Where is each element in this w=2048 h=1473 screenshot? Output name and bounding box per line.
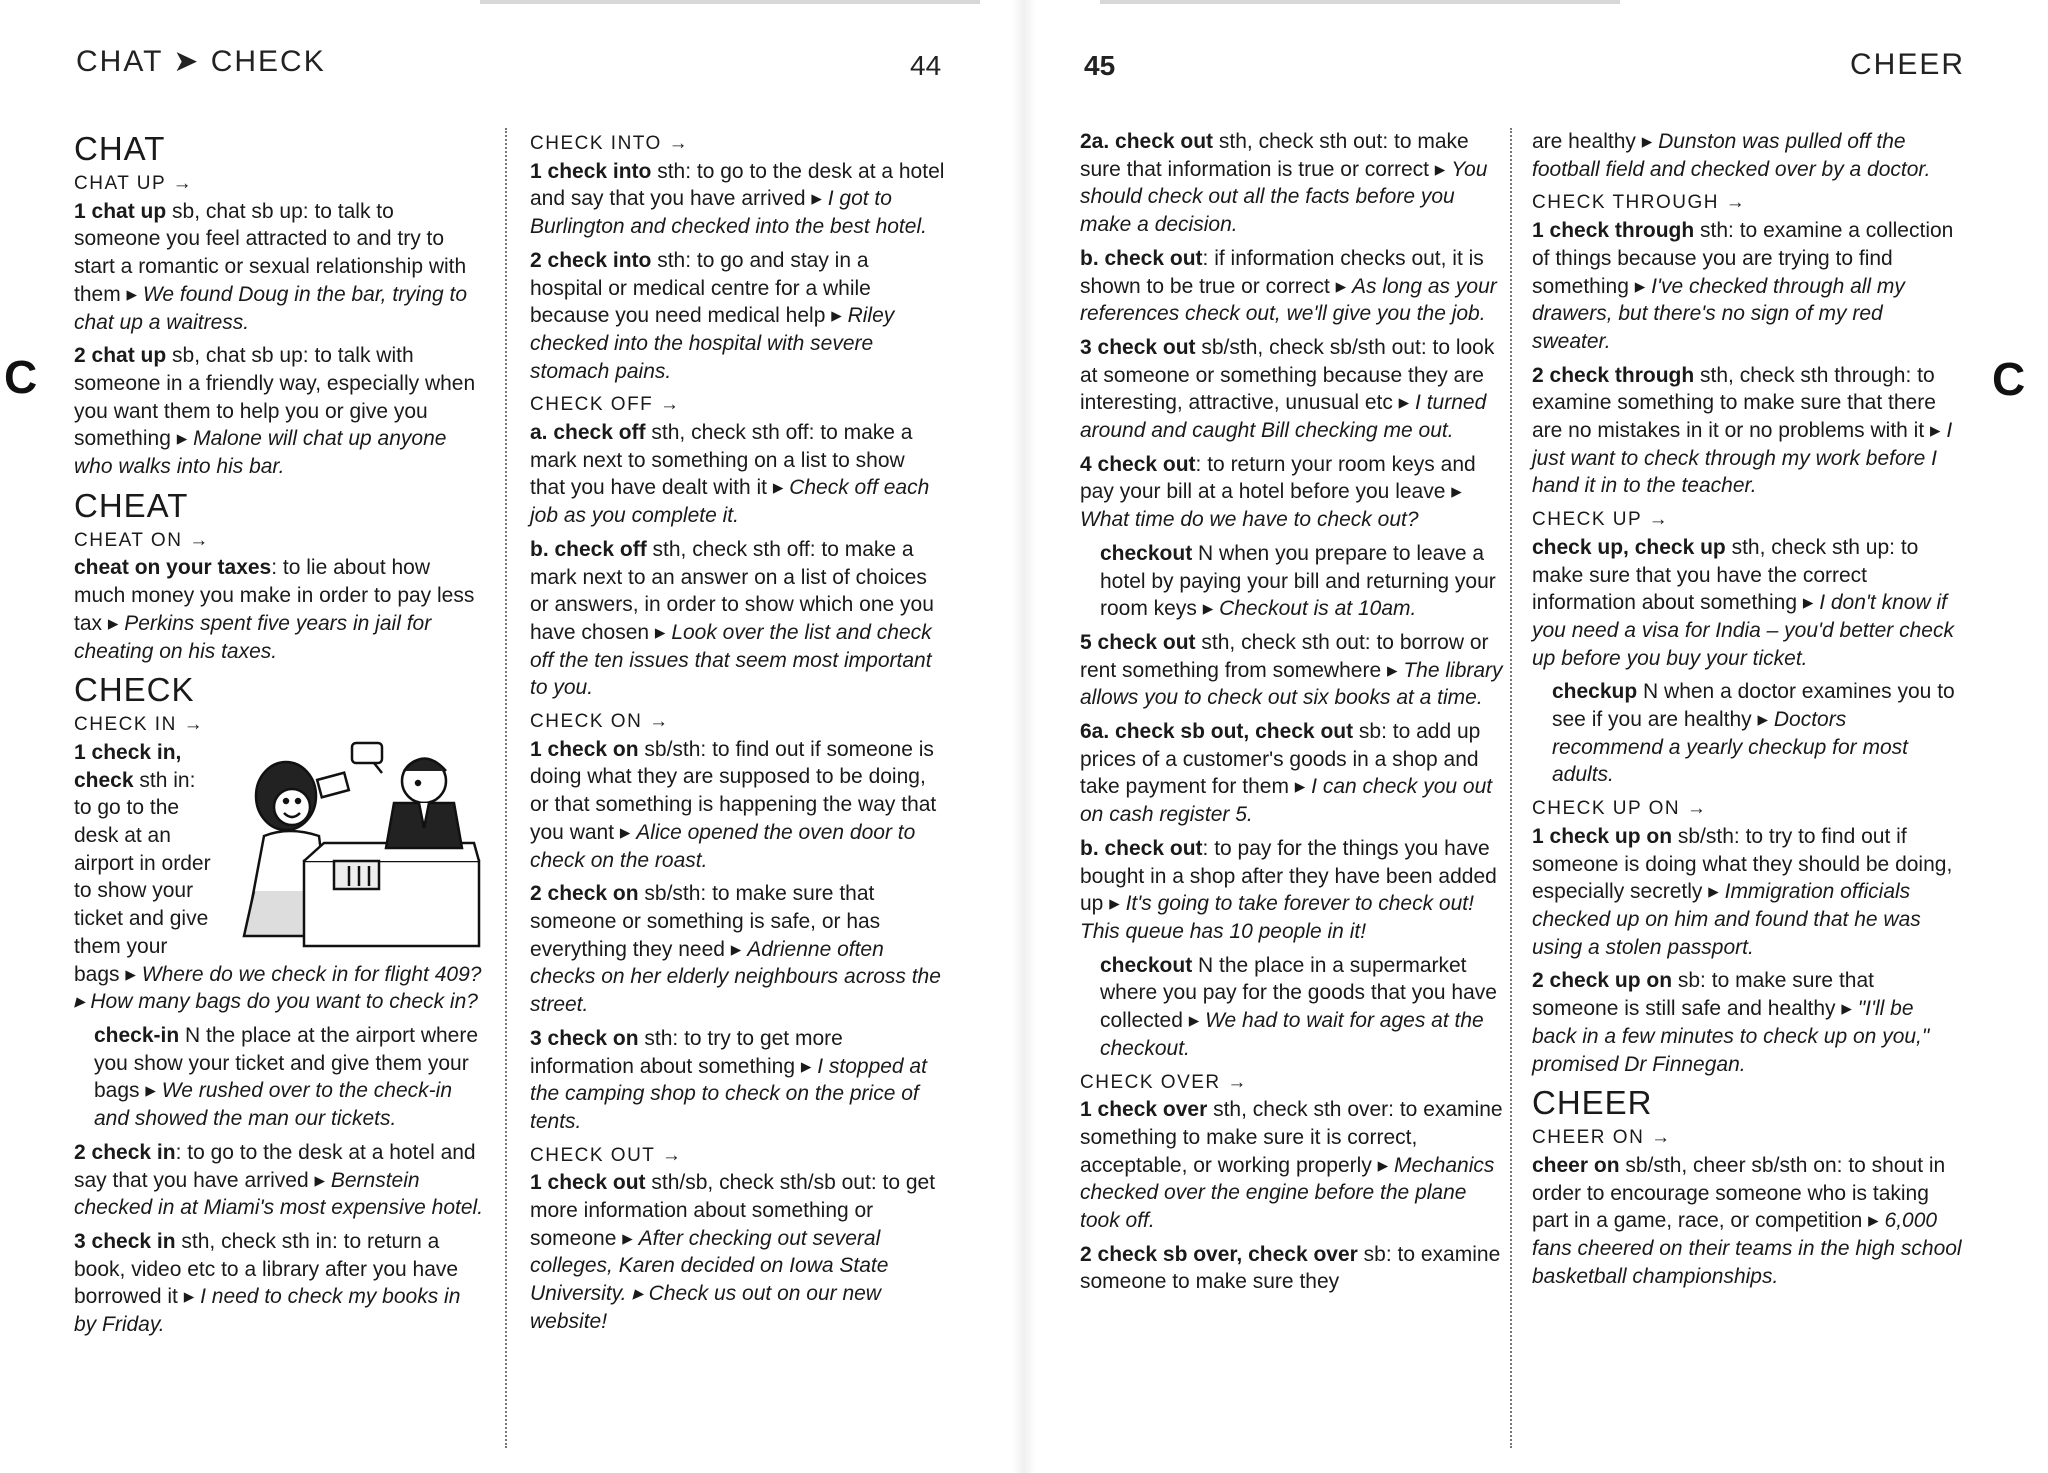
example-sentence: I stopped at the camping shop to check on the price of tents. bbox=[530, 1054, 927, 1133]
example-sentence: What time do we have to check out? bbox=[1080, 508, 1419, 532]
definition-text: : to go to the desk at a hotel and say that you have arrived ▸ bbox=[74, 1140, 476, 1192]
right-column-2 bbox=[1532, 128, 1962, 1296]
sense-lead: 2 check in bbox=[74, 1140, 176, 1164]
left-column-2 bbox=[530, 128, 945, 1342]
example-sentence: Where do we check in for flight 409? ▸ How many bags do you want to check in? bbox=[74, 962, 482, 1014]
phrasal-verb-heading: CHEER ON → bbox=[1532, 1127, 1672, 1149]
example-sentence: We rushed over to the check-in and showed the man our tickets. bbox=[94, 1079, 453, 1131]
example-sentence: I don't know if you need a visa for India – you'd better check up before you buy your ticket. bbox=[1532, 591, 1954, 670]
entry-headword: CHEER bbox=[1532, 1084, 1653, 1122]
check-in-desk-cartoon-icon bbox=[244, 743, 479, 946]
sense-entry bbox=[1080, 835, 1510, 946]
definition-text: sth, check sth up: to make sure that you have the correct information about something ▸ bbox=[1532, 535, 1919, 615]
definition-text: sth, check sth in: to return a book, video etc to a library after you have borrowed it ▸ bbox=[74, 1229, 459, 1309]
derived-noun-entry bbox=[1532, 678, 1962, 789]
sense-lead: 1 check out bbox=[530, 1171, 646, 1195]
sense-entry bbox=[1080, 1096, 1510, 1235]
sense-lead: 1 check in, bbox=[74, 740, 182, 764]
sense-entry bbox=[74, 739, 484, 1016]
definition-text: sth: to go to the desk at a hotel and say that you have arrived ▸ bbox=[530, 159, 945, 211]
example-sentence: Alice opened the oven door to check on the roast. bbox=[530, 820, 916, 872]
sense-entry bbox=[1532, 128, 1962, 183]
example-sentence: Dunston was pulled off the football field and checked over by a doctor. bbox=[1532, 130, 1931, 181]
thumb-index-tab: C bbox=[1992, 353, 2026, 405]
definition-text: : to pay for the things you have bought in a shop after they have been added up ▸ bbox=[1080, 836, 1497, 916]
sense-entry bbox=[1080, 718, 1510, 829]
sense-entry bbox=[530, 419, 945, 530]
phrasal-verb-heading: CHECK UP ON → bbox=[1532, 798, 1708, 820]
definition-text: sb/sth, check sb/sth out: to look at someone or something because they are interesting, attractive, unusual etc ▸ bbox=[1080, 335, 1495, 415]
definition-text: sb/sth: to find out if someone is doing what they are supposed to be doing, or that something is happening the way that you want ▸ bbox=[530, 737, 937, 844]
derived-noun-entry bbox=[74, 1022, 484, 1133]
derived-noun-entry bbox=[1080, 952, 1510, 1063]
sense-entry bbox=[74, 554, 484, 665]
sense-entry bbox=[74, 342, 484, 481]
example-sentence: You should check out all the facts before you make a decision. bbox=[1080, 157, 1488, 237]
definition-text: sth, check sth off: to make a mark next to something on a list to show that you have dealt with it ▸ bbox=[530, 421, 913, 500]
example-sentence: Bernstein checked in at Miami's most expensive hotel. bbox=[74, 1168, 484, 1220]
entry-headword: CHEAT bbox=[74, 486, 189, 524]
entry-headword: CHECK bbox=[74, 671, 195, 709]
example-sentence: Adrienne often checks on her elderly neighbours across the street. bbox=[530, 937, 941, 1017]
sense-lead: 2 chat up bbox=[74, 344, 167, 368]
sense-lead: 3 check out bbox=[1080, 335, 1196, 359]
page-number: 45 bbox=[1084, 50, 1116, 81]
definition-text: sth: to go and stay in a hospital or medical centre for a while because you need medical help ▸ bbox=[530, 248, 871, 328]
example-sentence: "I'll be back in a few minutes to check up on you," promised Dr Finnegan. bbox=[1532, 997, 1930, 1076]
sense-lead: 1 check over bbox=[1080, 1098, 1208, 1122]
sense-lead: 1 check up on bbox=[1532, 824, 1673, 848]
example-sentence: After checking out several colleges, Karen decided on Iowa State University. ▸ Check us out on our new website! bbox=[530, 1226, 889, 1333]
definition-text: sb: to make sure that someone is still safe and healthy ▸ bbox=[1532, 969, 1874, 1021]
example-sentence: Malone will chat up anyone who walks into his bar. bbox=[74, 427, 447, 479]
example-sentence: I can check you out on cash register 5. bbox=[1080, 775, 1493, 827]
sense-lead: 2 check up on bbox=[1532, 969, 1673, 993]
column-rule bbox=[1510, 128, 1512, 1448]
phrasal-verb-heading: CHEAT ON → bbox=[74, 529, 210, 551]
sense-lead: 2 check into bbox=[530, 248, 652, 272]
sense-lead: 5 check out bbox=[1080, 630, 1196, 654]
example-sentence: Perkins spent five years in jail for cheating on his taxes. bbox=[74, 611, 432, 663]
definition-text: sth, check sth through: to examine something to make sure that there are no mistakes in it or no problems with it ▸ bbox=[1532, 363, 1947, 443]
definition-text: are healthy ▸ bbox=[1532, 130, 1659, 153]
sense-entry bbox=[1080, 128, 1510, 239]
sense-lead: 1 check through bbox=[1532, 219, 1695, 243]
definition-text: sth: to try to get more information about something ▸ bbox=[530, 1026, 843, 1078]
definition-text: N when a doctor examines you to see if you are healthy ▸ bbox=[1552, 680, 1955, 732]
example-sentence: The library allows you to check out six books at a time. bbox=[1080, 658, 1503, 710]
sense-lead: check up, check up bbox=[1532, 535, 1726, 559]
definition-text: sb, chat sb up: to talk to someone you feel attracted to and try to start a romantic or sexual relationship with them ▸ bbox=[74, 199, 467, 306]
example-sentence: We had to wait for ages at the checkout. bbox=[1100, 1009, 1484, 1060]
example-sentence: I need to check my books in by Friday. bbox=[74, 1285, 461, 1337]
definition-text: sb/sth: to try to find out if someone is doing what they should be doing, especially secretly ▸ bbox=[1532, 824, 1953, 904]
sense-entry bbox=[74, 198, 484, 337]
phrasal-verb-heading: CHECK OVER → bbox=[1080, 1071, 1248, 1093]
definition-text: sth in: to go to the desk at an airport in order to show your ticket and give them your bags ▸ bbox=[74, 768, 211, 986]
definition-text: N when you prepare to leave a hotel by paying your bill and returning your room keys ▸ bbox=[1100, 541, 1496, 621]
sense-entry bbox=[530, 736, 945, 875]
definition-text: sb, chat sb up: to talk with someone in a friendly way, especially when you want them to help you or give you something ▸ bbox=[74, 344, 476, 451]
example-sentence: Mechanics checked over the engine before the plane took off. bbox=[1080, 1153, 1495, 1233]
sense-entry bbox=[1532, 534, 1962, 673]
example-sentence: I just want to check through my work before I hand it in to the teacher. bbox=[1532, 419, 1953, 498]
sense-lead: 2 check on bbox=[530, 882, 639, 906]
sense-lead: 3 check on bbox=[530, 1026, 639, 1050]
phrasal-verb-heading: CHECK THROUGH → bbox=[1532, 192, 1747, 214]
sense-lead: a. check off bbox=[530, 421, 646, 445]
phrasal-verb-heading: CHAT UP → bbox=[74, 173, 194, 194]
sense-entry bbox=[74, 1228, 484, 1339]
sense-entry bbox=[1080, 245, 1510, 328]
right-column-1 bbox=[1080, 128, 1510, 1302]
example-sentence: Check off each job as you complete it. bbox=[530, 476, 930, 528]
thumb-index-tab: C bbox=[4, 351, 38, 403]
page-number: 44 bbox=[910, 50, 942, 81]
sense-entry bbox=[1080, 629, 1510, 712]
left-column-1 bbox=[74, 128, 484, 1345]
example-sentence: It's going to take forever to check out! This queue has 10 people in it! bbox=[1080, 892, 1474, 943]
definition-text: sth, check sth off: to make a mark next to an answer on a list of choices or answers, in order to show which one you have chosen ▸ bbox=[530, 537, 934, 644]
definition-text: sb/sth: to make sure that someone or something is safe, or has everything they need ▸ bbox=[530, 882, 881, 961]
sense-entry bbox=[1532, 217, 1962, 356]
phrasal-verb-heading: CHECK UP → bbox=[1532, 509, 1670, 531]
sense-entry bbox=[530, 158, 945, 241]
phrasal-verb-heading: CHECK ON → bbox=[530, 711, 670, 733]
example-sentence: We found Doug in the bar, trying to chat up a waitress. bbox=[74, 282, 468, 334]
definition-text: sb: to examine someone to make sure they bbox=[1080, 1242, 1501, 1294]
phrasal-verb-heading: CHECK OUT → bbox=[530, 1144, 683, 1166]
sense-lead: checkup bbox=[1552, 680, 1638, 704]
sense-lead: 2a. check out bbox=[1080, 130, 1214, 153]
check-in-illustration bbox=[224, 741, 484, 951]
example-sentence: 6,000 fans cheered on their teams in the high school basketball championships. bbox=[1532, 1209, 1962, 1288]
sense-entry bbox=[530, 536, 945, 702]
example-sentence: As long as your references check out, we'll give you the job. bbox=[1080, 274, 1497, 326]
sense-entry bbox=[1532, 362, 1962, 501]
sense-lead: 2 check sb over, check over bbox=[1080, 1242, 1358, 1266]
sense-entry bbox=[1080, 334, 1510, 445]
definition-text: : to return your room keys and pay your bill at a hotel before you leave ▸ bbox=[1080, 452, 1476, 504]
example-sentence: Riley checked into the hospital with severe stomach pains. bbox=[530, 304, 895, 383]
example-sentence: I've checked through all my drawers, but there's no sign of my red sweater. bbox=[1532, 274, 1905, 353]
sense-entry bbox=[1532, 1152, 1962, 1291]
phrasal-verb-heading: CHECK INTO → bbox=[530, 133, 690, 154]
sense-lead: b. check out bbox=[1080, 246, 1203, 270]
right-page bbox=[1024, 0, 2048, 1473]
definition-text: sth: to examine a collection of things because you are trying to find something ▸ bbox=[1532, 219, 1954, 298]
sense-entry bbox=[1532, 823, 1962, 962]
sense-lead: 2 check through bbox=[1532, 363, 1695, 387]
sense-entry bbox=[530, 1169, 945, 1335]
definition-text: sb: to add up prices of a customer's goods in a shop and take payment for them ▸ bbox=[1080, 720, 1481, 799]
derived-noun-entry bbox=[1080, 540, 1510, 623]
sense-entry bbox=[1080, 1241, 1510, 1296]
definition-text: : to lie about how much money you make in order to pay less tax ▸ bbox=[74, 556, 475, 635]
definition-text: N the place at the airport where you show your ticket and give them your bags ▸ bbox=[94, 1023, 479, 1103]
sense-lead: 1 check on bbox=[530, 737, 639, 761]
sense-entry bbox=[530, 247, 945, 386]
sense-entry bbox=[74, 1139, 484, 1222]
sense-lead: checkout bbox=[1100, 953, 1193, 977]
sense-entry bbox=[530, 1025, 945, 1136]
definition-text: : if information checks out, it is shown to be true or correct ▸ bbox=[1080, 246, 1484, 298]
sense-lead: cheer on bbox=[1532, 1153, 1620, 1177]
sense-entry bbox=[1080, 451, 1510, 534]
example-sentence: I got to Burlington and checked into the best hotel. bbox=[530, 187, 927, 239]
sense-lead: b. check off bbox=[530, 537, 647, 561]
sense-lead: check bbox=[74, 768, 134, 792]
sense-lead: cheat on your taxes bbox=[74, 556, 272, 580]
sense-entry bbox=[1532, 967, 1962, 1078]
example-sentence: Immigration officials checked up on him and found that he was using a stolen passport. bbox=[1532, 880, 1921, 959]
column-rule bbox=[505, 128, 507, 1448]
definition-text: sth/sb, check sth/sb out: to get more information about something or someone ▸ bbox=[530, 1171, 936, 1250]
example-sentence: Doctors recommend a yearly checkup for most adults. bbox=[1552, 708, 1908, 787]
definition-text: N the place in a supermarket where you pay for the goods that you have collected ▸ bbox=[1100, 953, 1497, 1033]
phrasal-verb-heading: CHECK IN → bbox=[74, 714, 205, 736]
sense-lead: check-in bbox=[94, 1023, 180, 1047]
example-sentence: I turned around and caught Bill checking me out. bbox=[1080, 391, 1487, 443]
running-head: CHAT ➤ CHECK bbox=[76, 45, 326, 78]
sense-lead: checkout bbox=[1100, 541, 1193, 565]
sense-lead: 3 check in bbox=[74, 1229, 176, 1253]
definition-text: sth, check sth out: to borrow or rent something from somewhere ▸ bbox=[1080, 630, 1489, 682]
sense-lead: b. check out bbox=[1080, 836, 1203, 860]
phrasal-verb-heading: CHECK OFF → bbox=[530, 394, 681, 416]
running-head: CHEER bbox=[1850, 48, 1966, 81]
entry-headword: CHAT bbox=[74, 130, 166, 167]
definition-text: sth, check sth out: to make sure that information is true or correct ▸ bbox=[1080, 130, 1469, 181]
definition-text: sth, check sth over: to examine something to make sure it is correct, acceptable, or working properly ▸ bbox=[1080, 1098, 1503, 1177]
sense-lead: 4 check out bbox=[1080, 452, 1196, 476]
example-sentence: Look over the list and check off the ten issues that seem most important to you. bbox=[530, 620, 932, 700]
sense-entry bbox=[530, 880, 945, 1019]
sense-lead: 1 chat up bbox=[74, 199, 167, 223]
sense-lead: 1 check into bbox=[530, 159, 652, 183]
sense-lead: 6a. check sb out, check out bbox=[1080, 720, 1354, 744]
definition-text: sb/sth, cheer sb/sth on: to shout in order to encourage someone who is taking part in a game, race, or competition ▸ bbox=[1532, 1153, 1946, 1233]
example-sentence: Checkout is at 10am. bbox=[1219, 597, 1417, 621]
